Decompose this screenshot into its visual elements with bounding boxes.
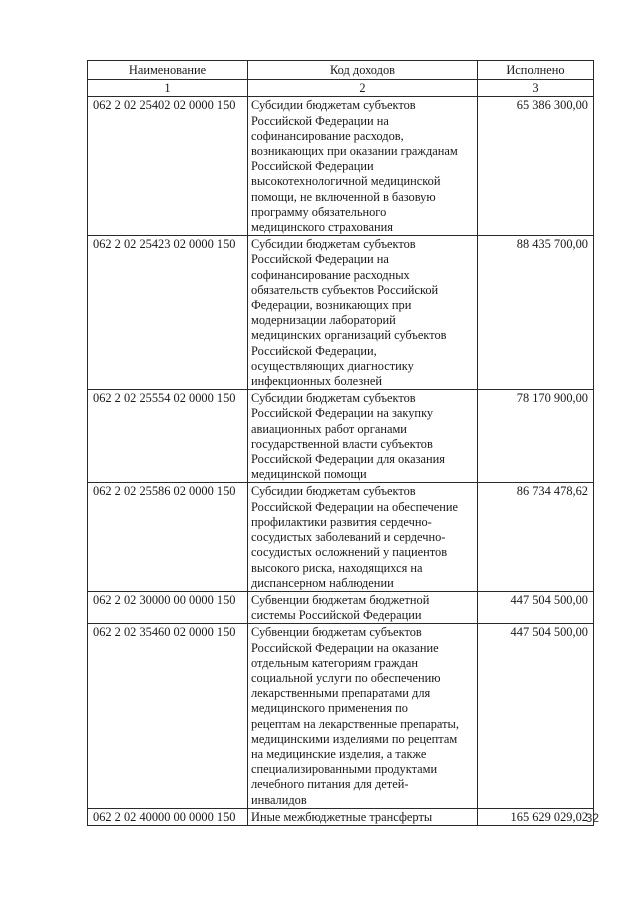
table-body [88, 80, 594, 826]
revenue-description-cell [248, 591, 478, 623]
description-line: диспансерном наблюдении [251, 575, 394, 590]
description-line: Субвенции бюджетам субъектов [251, 625, 422, 640]
description-line: Субсидии бюджетам субъектов [251, 237, 416, 252]
revenue-code-cell: 062 2 02 40000 00 0000 150 [88, 808, 248, 825]
description-line: медицинской помощи [251, 467, 367, 482]
column-number-1: 1 [88, 80, 248, 97]
executed-amount-cell: 65 386 300,00 [478, 97, 594, 236]
table-row [88, 390, 594, 483]
description-line: Российской Федерации на обеспечение [251, 499, 458, 514]
description-line: государственной власти субъектов [251, 436, 433, 451]
revenue-code-cell: 062 2 02 30000 00 0000 150 [88, 591, 248, 623]
header-revenue-code: Код доходов [248, 61, 478, 80]
column-number-2: 2 [248, 80, 478, 97]
revenue-description-cell [248, 624, 478, 808]
description-line: авиационных работ органами [251, 421, 407, 436]
description-line: медицинского применения по [251, 701, 408, 716]
table-header-row [88, 61, 594, 80]
description-line: Российской Федерации на закупку [251, 406, 434, 421]
description-line: медицинских организаций субъектов [251, 328, 447, 343]
header-executed: Исполнено [478, 61, 594, 80]
executed-amount-cell: 447 504 500,00 [478, 591, 594, 623]
description-line: Российской Федерации для оказания [251, 452, 445, 467]
executed-amount-cell: 86 734 478,62 [478, 483, 594, 591]
revenue-code-cell: 062 2 02 25402 02 0000 150 [88, 97, 248, 236]
description-line: лекарственными препаратами для [251, 686, 431, 701]
table-row [88, 591, 594, 623]
description-line: сосудистых осложнений у пациентов [251, 545, 448, 560]
revenue-code-cell: 062 2 02 35460 02 0000 150 [88, 624, 248, 808]
description-line: на медицинские изделия, а также [251, 746, 427, 761]
description-line: помощи, не включенной в базовую [251, 189, 436, 204]
description-line: системы Российской Федерации [251, 608, 422, 623]
revenue-description-cell [248, 236, 478, 390]
budget-revenue-table [87, 60, 594, 826]
description-line: Федерации, возникающих при [251, 298, 412, 313]
description-line: Российской Федерации на [251, 113, 389, 128]
description-line: профилактики развития сердечно- [251, 514, 432, 529]
executed-amount-cell: 78 170 900,00 [478, 390, 594, 483]
executed-amount-cell: 88 435 700,00 [478, 236, 594, 390]
revenue-description-cell [248, 97, 478, 236]
table-row [88, 624, 594, 808]
description-line: инвалидов [251, 792, 307, 807]
description-line: отдельным категориям граждан [251, 655, 418, 670]
description-line: высокого риска, находящихся на [251, 560, 423, 575]
column-numbering-row [88, 80, 594, 97]
table-row [88, 97, 594, 236]
description-line: осуществляющих диагностику [251, 358, 414, 373]
description-line: софинансирование расходных [251, 267, 410, 282]
description-line: медицинскими изделиями по рецептам [251, 731, 458, 746]
description-line: медицинского страхования [251, 220, 393, 235]
description-line: Российской Федерации [251, 159, 374, 174]
description-line: софинансирование расходов, [251, 128, 404, 143]
description-line: сосудистых заболеваний и сердечно- [251, 530, 446, 545]
description-line: обязательств субъектов Российской [251, 282, 439, 297]
revenue-code-cell: 062 2 02 25586 02 0000 150 [88, 483, 248, 591]
header-name: Наименование [88, 61, 248, 80]
description-line: программу обязательного [251, 204, 387, 219]
description-line: рецептам на лекарственные препараты, [251, 716, 459, 731]
revenue-code-cell: 062 2 02 25554 02 0000 150 [88, 390, 248, 483]
column-number-3: 3 [478, 80, 594, 97]
page-number: 32 [585, 811, 599, 825]
executed-amount-cell: 447 504 500,00 [478, 624, 594, 808]
description-line: Субсидии бюджетам субъектов [251, 484, 416, 499]
description-line: специализированными продуктами [251, 762, 438, 777]
description-line: лечебного питания для детей- [251, 777, 409, 792]
description-line: социальной услуги по обеспечению [251, 670, 441, 685]
description-line: возникающих при оказании гражданам [251, 144, 458, 159]
description-line: инфекционных болезней [251, 374, 382, 389]
description-line: Российской Федерации на оказание [251, 640, 439, 655]
revenue-code-cell: 062 2 02 25423 02 0000 150 [88, 236, 248, 390]
revenue-description-cell [248, 808, 478, 825]
table-row [88, 483, 594, 591]
description-line: Иные межбюджетные трансферты [251, 809, 433, 824]
description-line: Российской Федерации, [251, 343, 377, 358]
executed-amount-cell: 165 629 029,02 [478, 808, 594, 825]
description-line: Субсидии бюджетам субъектов [251, 391, 416, 406]
table-row [88, 236, 594, 390]
description-line: высокотехнологичной медицинской [251, 174, 441, 189]
description-line: Российской Федерации на [251, 252, 389, 267]
table-row [88, 808, 594, 825]
description-line: Субвенции бюджетам бюджетной [251, 592, 430, 607]
revenue-description-cell [248, 390, 478, 483]
description-line: Субсидии бюджетам субъектов [251, 98, 416, 113]
revenue-description-cell [248, 483, 478, 591]
description-line: модернизации лабораторий [251, 313, 396, 328]
